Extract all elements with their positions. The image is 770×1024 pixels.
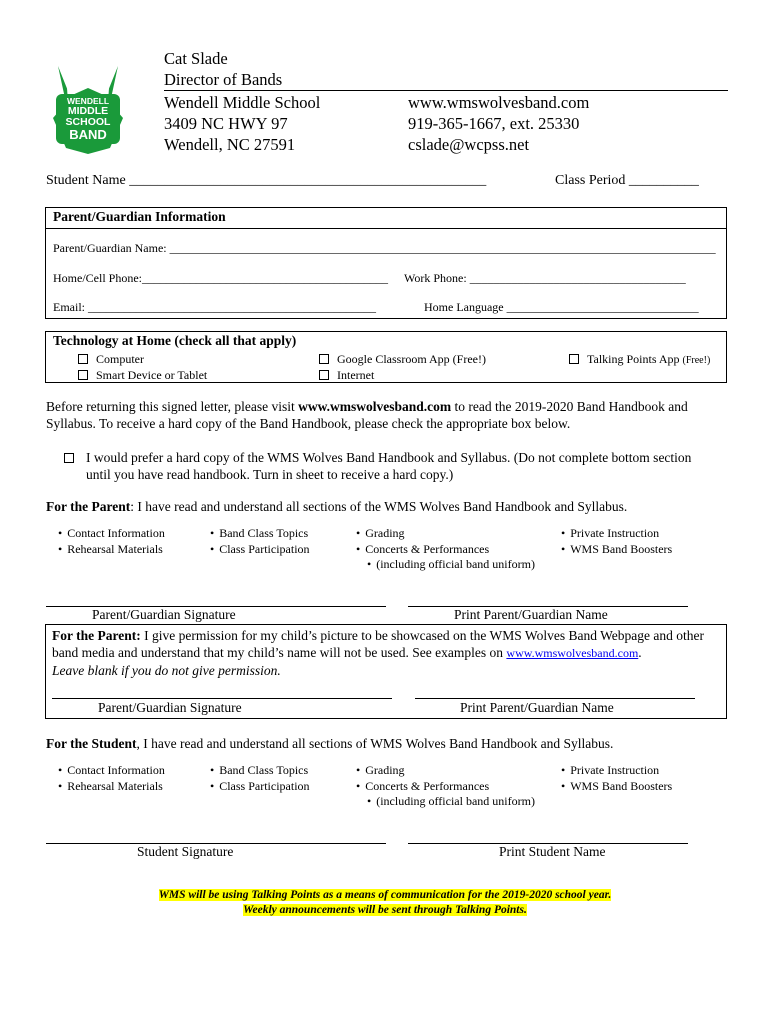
- parent-statement-text: : I have read and understand all sections of the WMS Wolves Band Handbook and Syllabus.: [130, 499, 628, 514]
- checkbox[interactable]: [78, 370, 88, 380]
- permission-print-label: Print Parent/Guardian Name: [460, 700, 614, 715]
- intro-paragraph: [46, 398, 726, 432]
- list-item: • Private Instruction: [561, 763, 672, 779]
- notice-line-2: Weekly announcements will be sent through Talking Points.: [243, 904, 527, 916]
- checkbox[interactable]: [319, 370, 329, 380]
- note-text: (including official band uniform): [376, 557, 535, 571]
- list-item: • Band Class Topics: [210, 526, 310, 542]
- technology-box: [45, 331, 727, 383]
- class-period-field[interactable]: Class Period __________: [555, 173, 699, 188]
- permission-signature-line[interactable]: [52, 698, 392, 699]
- permission-end: .: [638, 645, 642, 660]
- list-item: • Grading: [356, 526, 535, 542]
- option-label: Smart Device or Tablet: [96, 368, 208, 382]
- logo-text-1: WENDELL: [66, 96, 110, 106]
- school-name: Wendell Middle School: [164, 93, 321, 112]
- parent-topics-col2: [210, 526, 310, 557]
- hardcopy-text: I would prefer a hard copy of the WMS Wolves Band Handbook and Syllabus. (Do not complete bottom section until you have read handbook. Turn in sheet to receive a hard copy.): [86, 450, 692, 482]
- logo-text-3: SCHOOL: [65, 116, 111, 128]
- student-print-label: Print Student Name: [499, 844, 606, 859]
- guardian-heading-rule: [46, 228, 726, 229]
- parent-statement-lead: For the Parent: [46, 499, 131, 514]
- intro-text-1: Before returning this signed letter, please visit: [46, 399, 299, 414]
- checkbox[interactable]: [78, 354, 88, 364]
- list-item: • Contact Information: [58, 526, 165, 542]
- email-field[interactable]: Email: ________________________________________________: [53, 300, 376, 314]
- option-label: Google Classroom App (Free!): [337, 352, 486, 366]
- parent-topics-col1: [58, 526, 165, 557]
- student-statement: [46, 736, 613, 752]
- talking-points-notice: [0, 888, 770, 918]
- parent-signature-label: Parent/Guardian Signature: [92, 607, 236, 622]
- school-address-1: 3409 NC HWY 97: [164, 114, 288, 133]
- option-label: Talking Points App: [587, 352, 680, 366]
- list-item: • Rehearsal Materials: [58, 779, 165, 795]
- option-note: (Free!): [682, 355, 711, 366]
- student-topics-col2: [210, 763, 310, 794]
- student-topics-col4: [561, 763, 672, 794]
- list-item: • Class Participation: [210, 779, 310, 795]
- school-logo: [38, 58, 138, 158]
- list-item: • Band Class Topics: [210, 763, 310, 779]
- permission-lead: For the Parent:: [52, 628, 141, 643]
- photo-permission-box: [45, 624, 727, 719]
- list-item: • Concerts & Performances: [356, 779, 535, 795]
- home-phone-field[interactable]: Home/Cell Phone:_________________________________________: [53, 271, 388, 285]
- tech-option-internet[interactable]: [319, 368, 374, 383]
- list-item: • WMS Band Boosters: [561, 542, 672, 558]
- logo-text-4: BAND: [69, 127, 107, 142]
- hardcopy-option[interactable]: [64, 449, 714, 483]
- student-topics-col1: [58, 763, 165, 794]
- parent-print-label: Print Parent/Guardian Name: [454, 607, 608, 622]
- work-phone-field[interactable]: Work Phone: ____________________________________: [404, 271, 686, 285]
- intro-link[interactable]: www.wmswolvesband.com: [298, 399, 452, 414]
- director-title: Director of Bands: [164, 70, 283, 89]
- hardcopy-checkbox[interactable]: [64, 453, 74, 463]
- note-text: (including official band uniform): [376, 794, 535, 808]
- permission-link[interactable]: www.wmswolvesband.com: [506, 646, 639, 660]
- header-rule: [164, 90, 728, 91]
- parent-statement: [46, 499, 627, 515]
- technology-heading: Technology at Home (check all that apply): [53, 333, 297, 348]
- band-website: www.wmswolvesband.com: [408, 93, 590, 112]
- list-item-note: [356, 794, 535, 810]
- student-statement-text: , I have read and understand all sections of WMS Wolves Band Handbook and Syllabus.: [136, 736, 614, 751]
- intro-text-2: to read the 2019-2020 Band Handbook and Syllabus. To receive a hard copy of the Band Handbook, please check the appropriate box below.: [46, 399, 688, 431]
- list-item: • Concerts & Performances: [356, 542, 535, 558]
- option-label: Internet: [337, 368, 375, 382]
- tech-option-smart-device[interactable]: [78, 368, 207, 383]
- band-phone: 919-365-1667, ext. 25330: [408, 114, 580, 133]
- list-item: • Grading: [356, 763, 535, 779]
- permission-print-line[interactable]: [415, 698, 695, 699]
- list-item: • Class Participation: [210, 542, 310, 558]
- notice-line-1: WMS will be using Talking Points as a means of communication for the 2019-2020 school year.: [158, 889, 612, 901]
- permission-body: I give permission for my child’s picture to be showcased on the WMS Wolves Band Webpage and other band media and understand that my child’s name will not be used. See examples on: [52, 628, 704, 660]
- home-language-field[interactable]: Home Language ________________________________: [424, 300, 699, 314]
- director-name: Cat Slade: [164, 49, 228, 68]
- list-item-note: [356, 557, 535, 573]
- permission-signature-label: Parent/Guardian Signature: [98, 700, 242, 715]
- guardian-heading: Parent/Guardian Information: [53, 209, 226, 224]
- checkbox[interactable]: [319, 354, 329, 364]
- list-item: • Rehearsal Materials: [58, 542, 165, 558]
- checkbox[interactable]: [569, 354, 579, 364]
- guardian-name-field[interactable]: Parent/Guardian Name: ___________________________________________________________________________________________: [53, 241, 716, 255]
- guardian-info-box: [45, 207, 727, 319]
- tech-option-talking-points[interactable]: [569, 352, 710, 367]
- student-signature-label: Student Signature: [137, 844, 234, 859]
- parent-topics-col4: [561, 526, 672, 557]
- tech-option-computer[interactable]: [78, 352, 144, 367]
- permission-italic: Leave blank if you do not give permission.: [52, 663, 281, 678]
- band-email: cslade@wcpss.net: [408, 135, 530, 154]
- list-item: • WMS Band Boosters: [561, 779, 672, 795]
- permission-text: [52, 627, 720, 679]
- list-item: • Contact Information: [58, 763, 165, 779]
- parent-topics-col3: [356, 526, 535, 573]
- logo-text-2: MIDDLE: [67, 105, 109, 117]
- student-statement-lead: For the Student: [46, 736, 137, 751]
- student-topics-col3: [356, 763, 535, 810]
- student-name-field[interactable]: Student Name ___________________________________________________: [46, 173, 487, 188]
- option-label: Computer: [96, 352, 144, 366]
- tech-option-google-classroom[interactable]: [319, 352, 486, 367]
- school-address-2: Wendell, NC 27591: [164, 135, 296, 154]
- list-item: • Private Instruction: [561, 526, 672, 542]
